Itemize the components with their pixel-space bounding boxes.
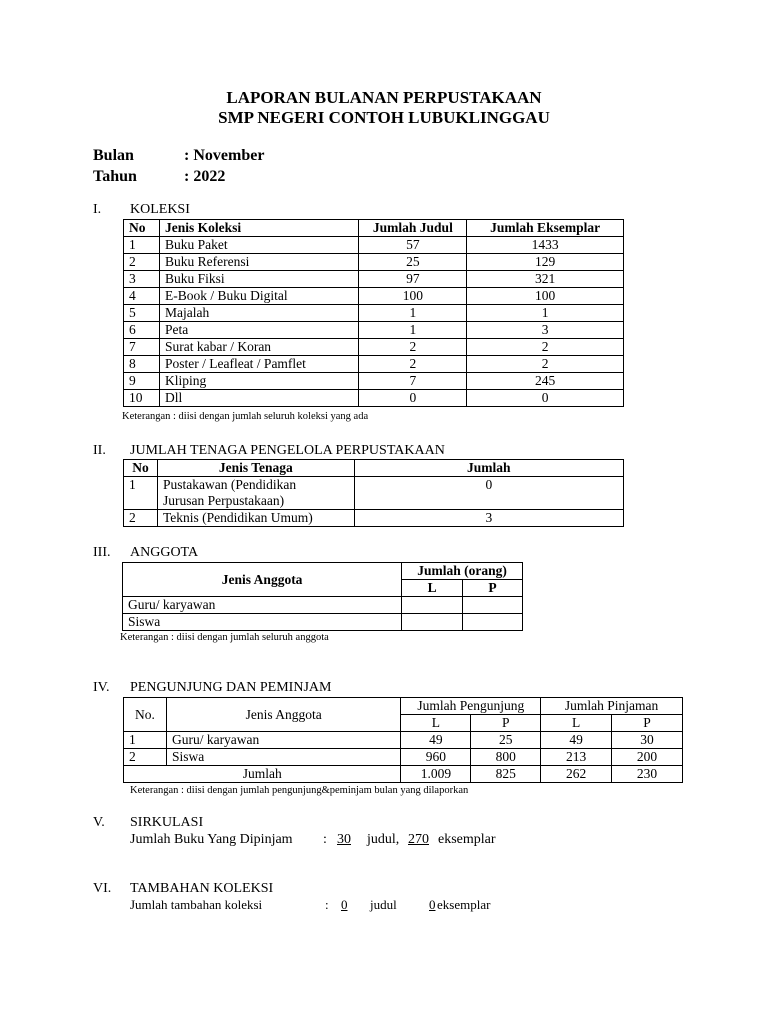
- cell-jenis: Guru/ karyawan: [166, 732, 400, 749]
- col-header-pinjaman-p: P: [612, 715, 683, 732]
- cell-no: 1: [124, 237, 160, 254]
- col-header-jumlah-pengunjung: Jumlah Pengunjung: [401, 698, 541, 715]
- sirkulasi-eksemplar-unit: eksemplar: [438, 832, 496, 847]
- cell-eksemplar: 1: [467, 305, 624, 322]
- col-header-no: No: [124, 460, 158, 477]
- table-row: [124, 288, 624, 305]
- cell-jenis: Siswa: [123, 614, 402, 631]
- cell-jenis-line2: Jurusan Perpustakaan): [162, 493, 285, 508]
- cell-pengunjung-p: 800: [471, 749, 541, 766]
- cell-eksemplar: 100: [467, 288, 624, 305]
- col-header-jenis-anggota: Jenis Anggota: [123, 563, 402, 597]
- koleksi-table: [123, 219, 624, 407]
- cell-jenis: Buku Fiksi: [159, 271, 359, 288]
- tenaga-table: [123, 459, 624, 527]
- table-row: [124, 356, 624, 373]
- cell-jenis: Kliping: [159, 373, 359, 390]
- report-title-line1: LAPORAN BULANAN PERPUSTAKAAN: [226, 88, 542, 107]
- report-title-line2: SMP NEGERI CONTOH LUBUKLINGGAU: [218, 108, 550, 127]
- tambahan-label: Jumlah tambahan koleksi: [130, 897, 263, 912]
- cell-jenis: Peta: [159, 322, 359, 339]
- cell-pengunjung-l: 960: [401, 749, 471, 766]
- col-header-jenis-koleksi: Jenis Koleksi: [159, 220, 359, 237]
- col-header-jenis-tenaga: Jenis Tenaga: [157, 460, 354, 477]
- table-header-row: [124, 460, 624, 477]
- cell-total-pinjaman-p: 230: [612, 766, 683, 783]
- cell-total-pengunjung-p: 825: [471, 766, 541, 783]
- cell-judul: 2: [359, 339, 467, 356]
- tambahan-colon: :: [325, 897, 329, 912]
- table-header-row: [124, 220, 624, 237]
- section-number-tambahan: VI.: [93, 881, 112, 896]
- table-row: [124, 271, 624, 288]
- cell-no: 7: [124, 339, 160, 356]
- table-row: [124, 254, 624, 271]
- cell-judul: 25: [359, 254, 467, 271]
- section-title-tambahan: TAMBAHAN KOLEKSI: [130, 881, 274, 896]
- cell-no: 8: [124, 356, 160, 373]
- col-header-jenis-anggota: Jenis Anggota: [166, 698, 400, 732]
- table-row: [124, 477, 624, 510]
- cell-eksemplar: 2: [467, 339, 624, 356]
- cell-l: [402, 614, 463, 631]
- cell-jenis: Guru/ karyawan: [123, 597, 402, 614]
- anggota-table: [122, 562, 523, 631]
- cell-pinjaman-l: 49: [541, 732, 612, 749]
- cell-judul: 7: [359, 373, 467, 390]
- bulan-label: Bulan: [93, 147, 134, 164]
- cell-pinjaman-p: 200: [612, 749, 683, 766]
- col-header-jumlah-eksemplar: Jumlah Eksemplar: [467, 220, 624, 237]
- table-row: [124, 390, 624, 407]
- cell-total-pinjaman-l: 262: [541, 766, 612, 783]
- table-row: [123, 597, 523, 614]
- col-header-pengunjung-p: P: [471, 715, 541, 732]
- section-number-sirkulasi: V.: [93, 815, 105, 830]
- cell-jenis: Majalah: [159, 305, 359, 322]
- table-total-row: [124, 766, 683, 783]
- table-row: [124, 305, 624, 322]
- cell-judul: 97: [359, 271, 467, 288]
- cell-eksemplar: 321: [467, 271, 624, 288]
- cell-judul: 1: [359, 322, 467, 339]
- table-row: [124, 373, 624, 390]
- pengunjung-table: [123, 697, 683, 783]
- table-header-row: [124, 698, 683, 715]
- table-row: [124, 732, 683, 749]
- col-header-no: No.: [124, 698, 167, 732]
- sirkulasi-label: Jumlah Buku Yang Dipinjam: [130, 832, 293, 847]
- cell-jenis: Dll: [159, 390, 359, 407]
- cell-no: 5: [124, 305, 160, 322]
- section-title-koleksi: KOLEKSI: [130, 202, 190, 217]
- col-header-jumlah-orang: Jumlah (orang): [402, 563, 523, 580]
- cell-no: 10: [124, 390, 160, 407]
- section-title-tenaga: JUMLAH TENAGA PENGELOLA PERPUSTAKAAN: [130, 443, 445, 458]
- cell-jumlah: 3: [354, 510, 623, 527]
- section-title-anggota: ANGGOTA: [130, 545, 199, 560]
- bulan-value: : November: [184, 147, 265, 164]
- table-row: [124, 510, 624, 527]
- koleksi-note: Keterangan : diisi dengan jumlah seluruh koleksi yang ada: [122, 411, 369, 422]
- cell-jenis: Siswa: [166, 749, 400, 766]
- cell-pinjaman-p: 30: [612, 732, 683, 749]
- cell-total-pengunjung-l: 1.009: [401, 766, 471, 783]
- cell-judul: 100: [359, 288, 467, 305]
- cell-jenis: Buku Referensi: [159, 254, 359, 271]
- cell-eksemplar: 0: [467, 390, 624, 407]
- cell-no: 2: [124, 510, 158, 527]
- tahun-label: Tahun: [93, 168, 137, 185]
- cell-no: 2: [124, 254, 160, 271]
- cell-jenis: Surat kabar / Koran: [159, 339, 359, 356]
- cell-total-label: Jumlah: [124, 766, 401, 783]
- cell-eksemplar: 3: [467, 322, 624, 339]
- cell-no: 3: [124, 271, 160, 288]
- cell-jumlah: 0: [354, 477, 623, 510]
- cell-judul: 0: [359, 390, 467, 407]
- cell-no: 6: [124, 322, 160, 339]
- col-header-p: P: [463, 580, 523, 597]
- section-number-tenaga: II.: [93, 443, 106, 458]
- table-header-row: [123, 563, 523, 580]
- pengunjung-note: Keterangan : diisi dengan jumlah pengunjung&peminjam bulan yang dilaporkan: [130, 785, 469, 796]
- table-row: [124, 749, 683, 766]
- cell-eksemplar: 2: [467, 356, 624, 373]
- section-title-sirkulasi: SIRKULASI: [130, 815, 204, 830]
- cell-l: [402, 597, 463, 614]
- cell-jenis: Poster / Leafleat / Pamflet: [159, 356, 359, 373]
- cell-eksemplar: 245: [467, 373, 624, 390]
- anggota-note: Keterangan : diisi dengan jumlah seluruh anggota: [120, 632, 329, 643]
- cell-p: [463, 614, 523, 631]
- col-header-jumlah-pinjaman: Jumlah Pinjaman: [541, 698, 683, 715]
- cell-pinjaman-l: 213: [541, 749, 612, 766]
- cell-judul: 1: [359, 305, 467, 322]
- sirkulasi-judul-unit: judul,: [367, 832, 400, 847]
- tambahan-eksemplar-value: 0: [429, 897, 436, 912]
- tambahan-judul-unit: judul: [370, 897, 397, 912]
- cell-judul: 57: [359, 237, 467, 254]
- table-row: [124, 237, 624, 254]
- tahun-value: : 2022: [184, 168, 226, 185]
- cell-eksemplar: 129: [467, 254, 624, 271]
- cell-no: 4: [124, 288, 160, 305]
- section-number-koleksi: I.: [93, 202, 102, 217]
- cell-jenis: Teknis (Pendidikan Umum): [157, 510, 354, 527]
- cell-no: 1: [124, 477, 158, 510]
- cell-pengunjung-p: 25: [471, 732, 541, 749]
- cell-no: 2: [124, 749, 167, 766]
- sirkulasi-colon: :: [323, 832, 327, 847]
- cell-jenis: Buku Paket: [159, 237, 359, 254]
- tambahan-eksemplar-unit: eksemplar: [437, 897, 491, 912]
- tambahan-judul-value: 0: [341, 897, 348, 912]
- cell-judul: 2: [359, 356, 467, 373]
- sirkulasi-judul-value: 30: [337, 832, 351, 847]
- cell-jenis: [157, 477, 354, 510]
- cell-p: [463, 597, 523, 614]
- cell-jenis: E-Book / Buku Digital: [159, 288, 359, 305]
- cell-no: 1: [124, 732, 167, 749]
- section-number-pengunjung: IV.: [93, 680, 110, 695]
- table-row: [124, 322, 624, 339]
- section-title-pengunjung: PENGUNJUNG DAN PEMINJAM: [130, 680, 332, 695]
- col-header-jumlah-judul: Jumlah Judul: [359, 220, 467, 237]
- section-number-anggota: III.: [93, 545, 111, 560]
- cell-pengunjung-l: 49: [401, 732, 471, 749]
- col-header-pinjaman-l: L: [541, 715, 612, 732]
- col-header-l: L: [402, 580, 463, 597]
- cell-eksemplar: 1433: [467, 237, 624, 254]
- cell-jenis-line1: Pustakawan (Pendidikan: [162, 477, 297, 492]
- col-header-no: No: [124, 220, 160, 237]
- col-header-pengunjung-l: L: [401, 715, 471, 732]
- table-row: [124, 339, 624, 356]
- table-row: [123, 614, 523, 631]
- cell-no: 9: [124, 373, 160, 390]
- col-header-jumlah: Jumlah: [354, 460, 623, 477]
- sirkulasi-eksemplar-value: 270: [408, 832, 429, 847]
